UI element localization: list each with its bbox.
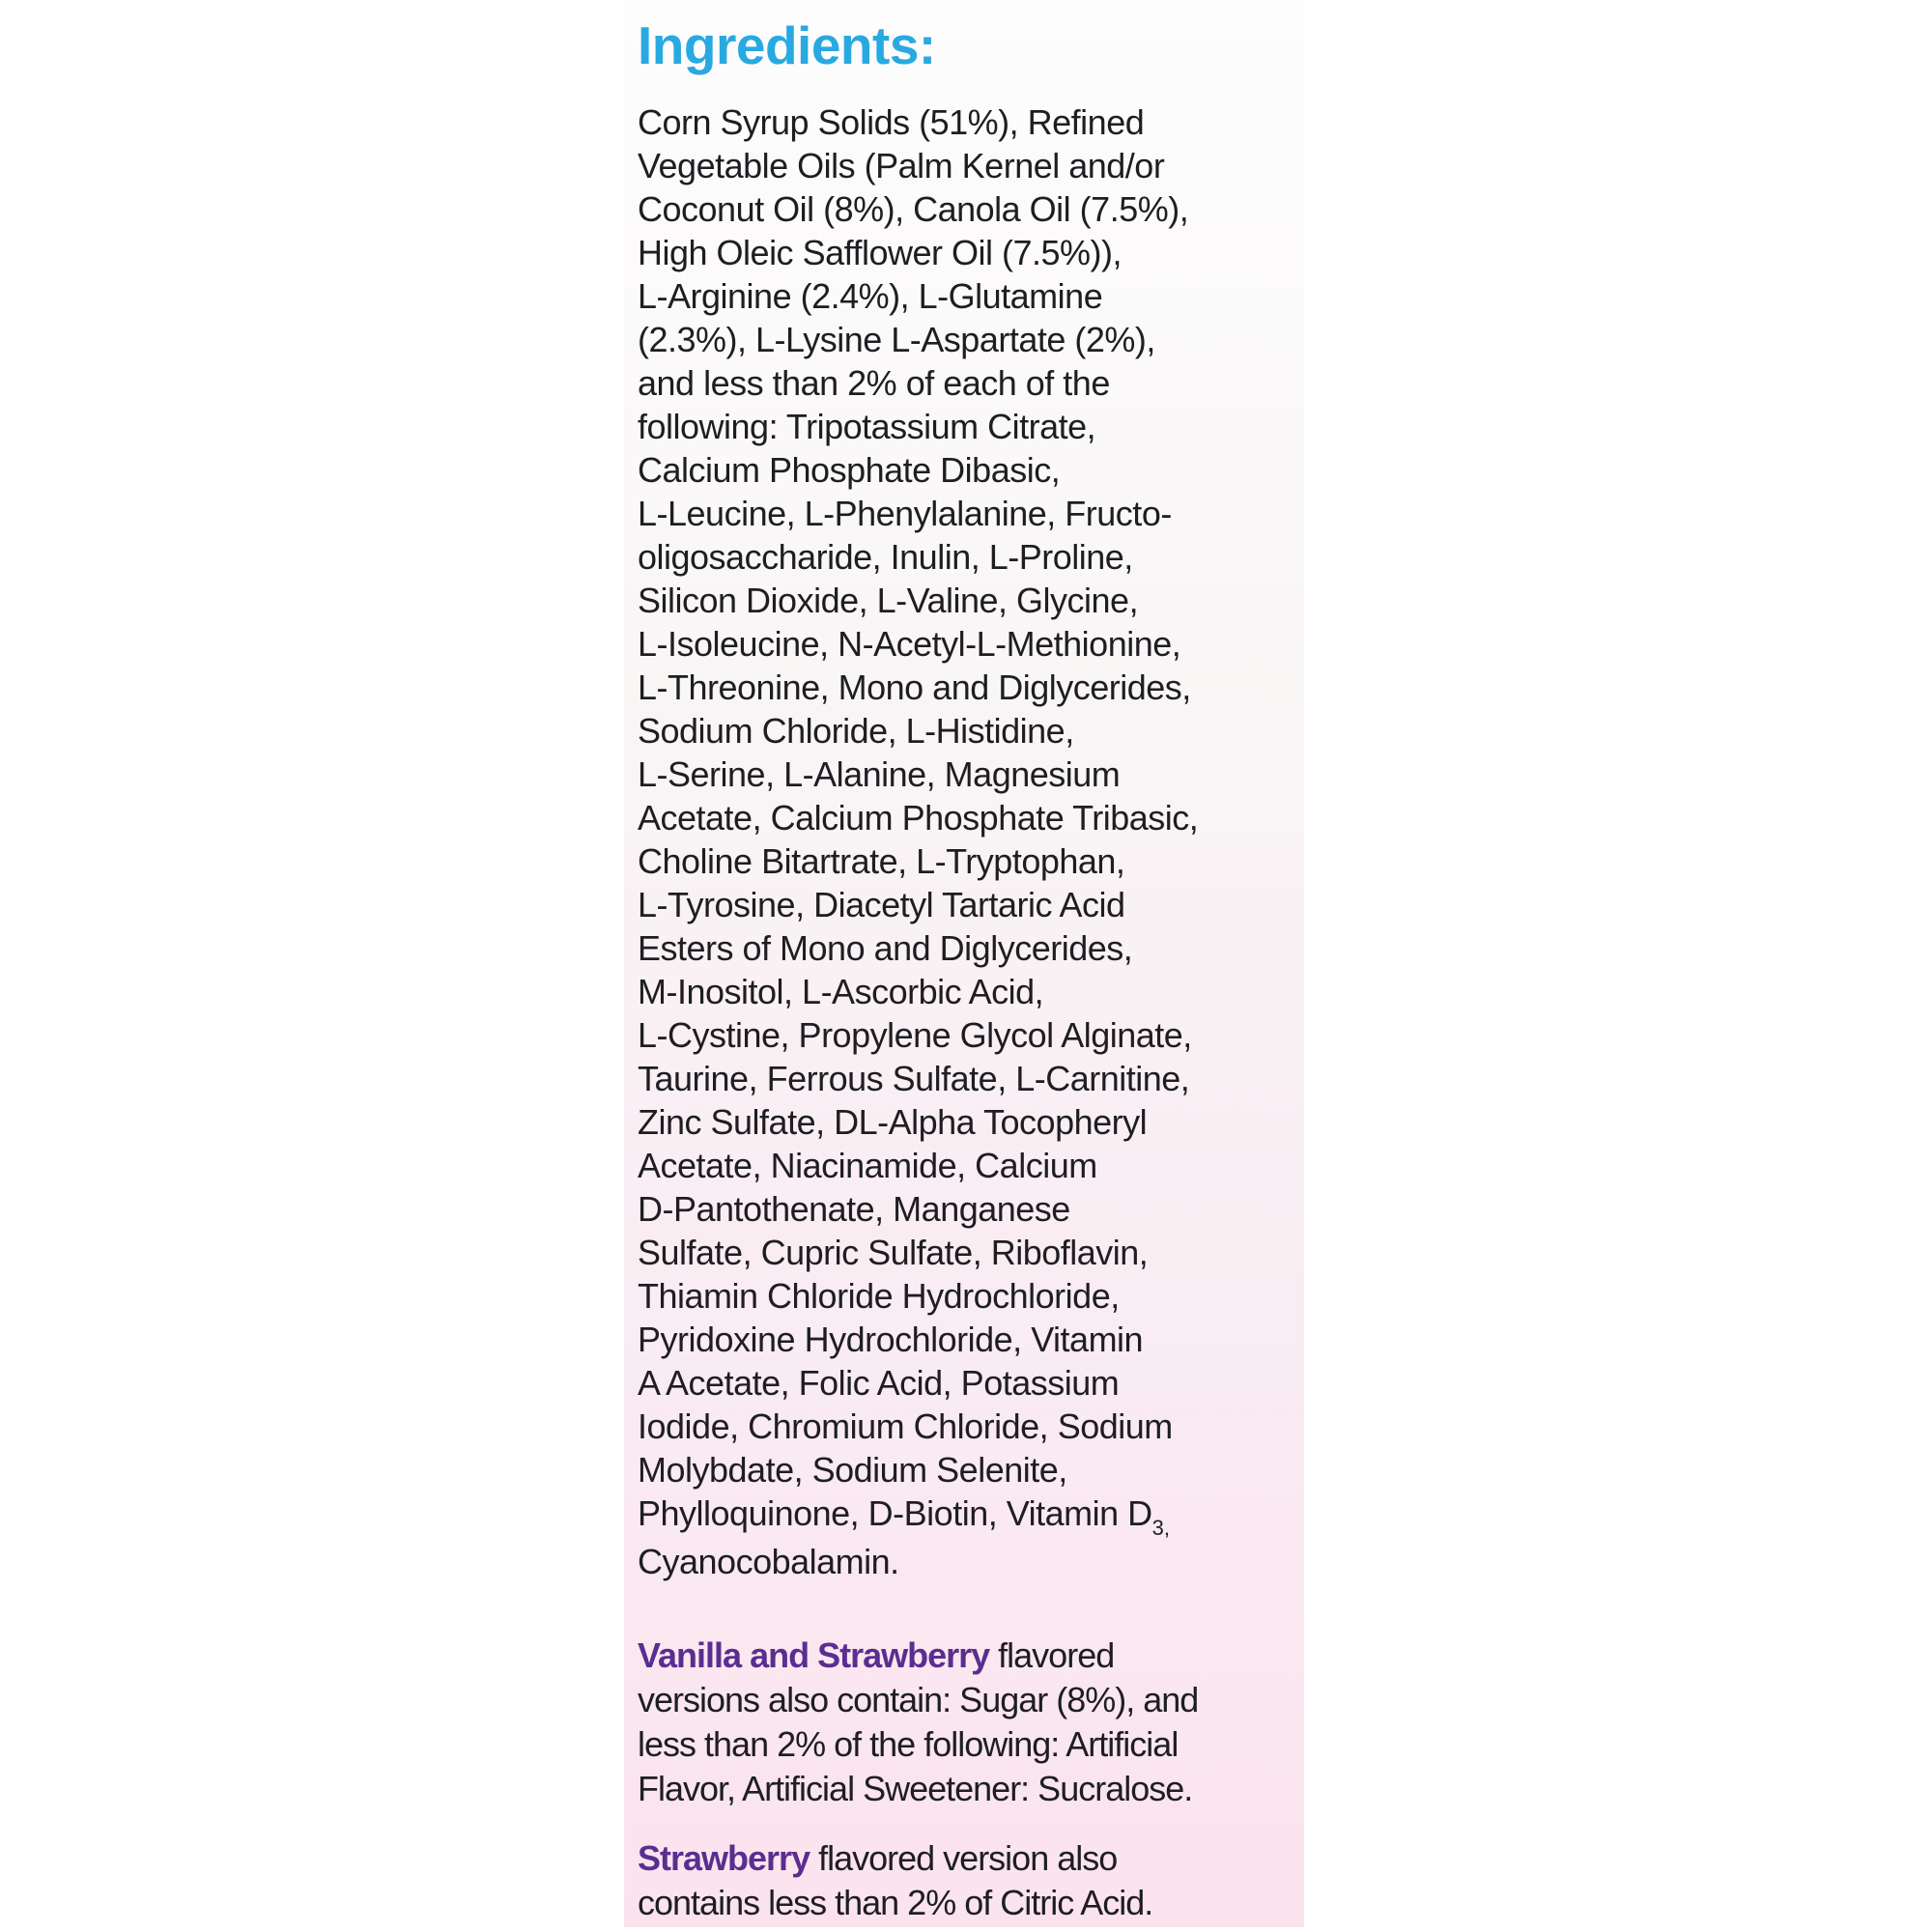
ingredients-line: L-Leucine, L-Phenylalanine, Fructo- [638,494,1172,533]
ingredients-line: Vegetable Oils (Palm Kernel and/or [638,146,1165,185]
vitamin-d-prefix: Phylloquinone, D-Biotin, Vitamin D [638,1493,1152,1533]
ingredients-line: Esters of Mono and Diglycerides, [638,928,1133,968]
ingredients-list [638,100,1296,1583]
ingredients-line: following: Tripotassium Citrate, [638,407,1096,446]
vanilla-strawberry-highlight: Vanilla and Strawberry [638,1635,990,1675]
vitamin-d-subscript: 3 [1151,1516,1164,1540]
ingredients-line: L-Tyrosine, Diacetyl Tartaric Acid [638,885,1125,924]
ingredients-line: Calcium Phosphate Dibasic, [638,450,1061,490]
ingredients-line: Acetate, Calcium Phosphate Tribasic, [638,798,1199,838]
ingredients-line: L-Arginine (2.4%), L-Glutamine [638,276,1103,316]
ingredients-line: D-Pantothenate, Manganese [638,1189,1070,1229]
ingredients-line: and less than 2% of each of the [638,363,1110,403]
ingredients-line: Taurine, Ferrous Sulfate, L-Carnitine, [638,1059,1190,1098]
ingredients-line: Sulfate, Cupric Sulfate, Riboflavin, [638,1233,1149,1272]
strawberry-note [638,1836,1296,1925]
strawberry-highlight: Strawberry [638,1838,810,1878]
ingredients-line: Iodide, Chromium Chloride, Sodium [638,1406,1173,1446]
note-line [638,1634,1296,1678]
ingredients-line: L-Isoleucine, N-Acetyl-L-Methionine, [638,624,1181,664]
note-line: contains less than 2% of Citric Acid. [638,1883,1153,1922]
vitamin-d-suffix: , [1163,1516,1170,1540]
ingredients-line: Corn Syrup Solids (51%), Refined [638,102,1145,142]
ingredients-line: Cyanocobalamin. [638,1542,899,1581]
note-line: less than 2% of the following: Artificial [638,1724,1179,1764]
note-line-rest: flavored version also [810,1838,1118,1878]
ingredients-line: L-Serine, L-Alanine, Magnesium [638,754,1121,794]
ingredients-line: Acetate, Niacinamide, Calcium [638,1146,1097,1185]
ingredients-line: Choline Bitartrate, L-Tryptophan, [638,841,1125,881]
ingredients-line: Coconut Oil (8%), Canola Oil (7.5%), [638,189,1189,229]
ingredients-line: L-Cystine, Propylene Glycol Alginate, [638,1015,1192,1055]
vanilla-strawberry-note [638,1634,1296,1811]
ingredients-line: Thiamin Chloride Hydrochloride, [638,1276,1120,1316]
note-line [638,1836,1296,1881]
ingredients-line: Molybdate, Sodium Selenite, [638,1450,1067,1490]
ingredients-line: (2.3%), L-Lysine L-Aspartate (2%), [638,320,1155,359]
note-line: Flavor, Artificial Sweetener: Sucralose. [638,1769,1193,1808]
ingredients-line: High Oleic Safflower Oil (7.5%)), [638,233,1122,272]
note-line: versions also contain: Sugar (8%), and [638,1680,1199,1719]
ingredients-panel [624,0,1304,1927]
ingredients-line: Sodium Chloride, L-Histidine, [638,711,1074,751]
ingredients-line: M-Inositol, L-Ascorbic Acid, [638,972,1044,1011]
ingredients-line: L-Threonine, Mono and Diglycerides, [638,668,1191,707]
ingredients-line: Zinc Sulfate, DL-Alpha Tocopheryl [638,1102,1148,1142]
ingredients-line: Silicon Dioxide, L-Valine, Glycine, [638,581,1139,620]
ingredients-title: Ingredients: [638,15,936,75]
ingredients-line: A Acetate, Folic Acid, Potassium [638,1363,1120,1403]
ingredients-line: Pyridoxine Hydrochloride, Vitamin [638,1320,1144,1359]
note-line-rest: flavored [989,1635,1115,1675]
ingredients-line: oligosaccharide, Inulin, L-Proline, [638,537,1133,577]
ingredients-line-vitamin-d [638,1492,1296,1540]
